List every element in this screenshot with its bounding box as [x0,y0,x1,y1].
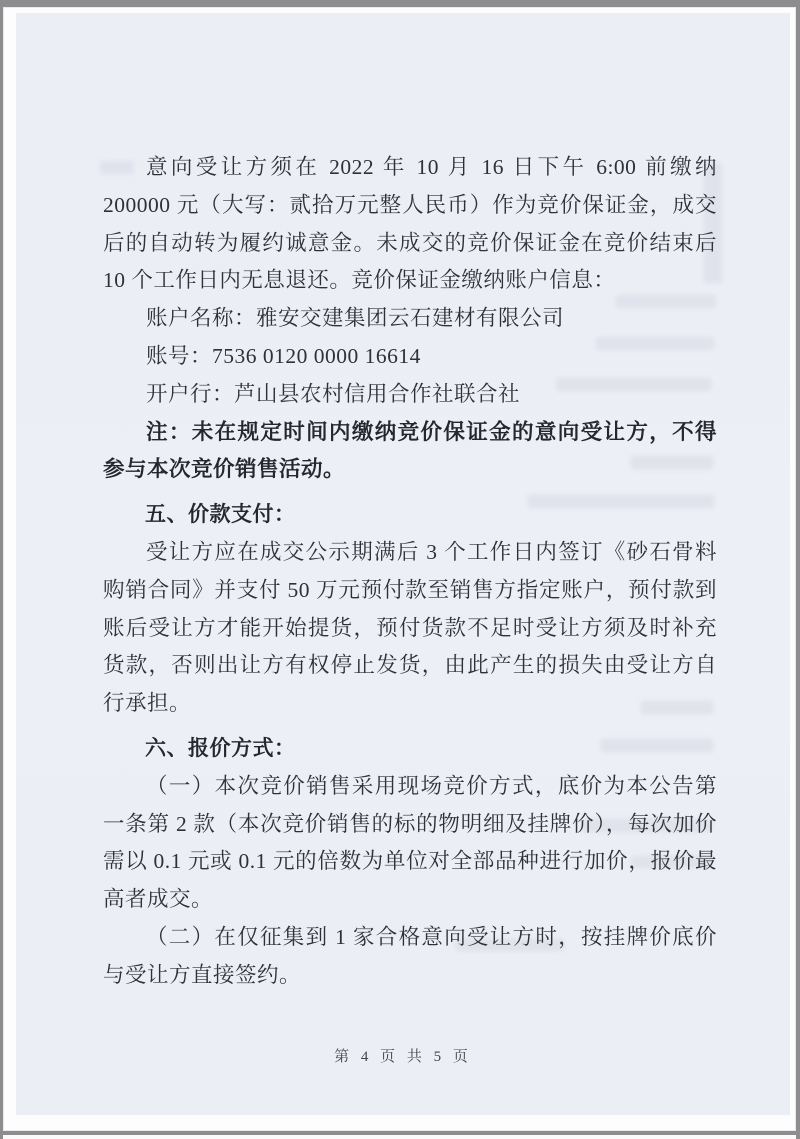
heading-section-6-bidding: 六、报价方式： [145,736,296,760]
scanned-paper [16,13,790,1115]
para-note-warning: 注：未在规定时间内缴纳竞价保证金的意向受让方，不得参与本次竞价销售活动。 [103,419,717,482]
para-bidding-method-1: （一）本次竞价销售采用现场竞价方式，底价为本公告第一条第 2 款（本次竞价销售的标的物明细及挂牌价），每次加价需以 0.1 元或 0.1 元的倍数为单位对全部品种进行加价，报价最高者成交。 [103,773,717,912]
line-bank-name: 开户行：芦山县农村信用合作社联合社 [146,381,521,406]
next-page-edge [3,1135,796,1139]
para-payment-terms: 受让方应在成交公示期满后 3 个工作日内签订《砂石骨料购销合同》并支付 50 万元预付款至销售方指定账户，预付款到账后受让方才能开始提货，预付货款不足时受让方须及时补充货款，否则出让方有权停止发货，由此产生的损失由受让方自行承担。 [103,539,717,716]
document-page [3,7,796,1131]
line-account-name: 账户名称：雅安交建集团云石建材有限公司 [146,306,565,331]
document-content [103,149,717,995]
para-bidding-method-2: （二）在仅征集到 1 家合格意向受让方时，按挂牌价底价与受让方直接签约。 [103,924,717,987]
line-account-number: 账号：7536 0120 0000 16614 [146,343,421,368]
page-number-footer: 第 4 页 共 5 页 [334,1049,472,1065]
heading-section-5-payment: 五、价款支付： [145,503,296,527]
para-deposit-terms: 意向受让方须在 2022 年 10 月 16 日下午 6:00 前缴纳 200000 元（大写：贰拾万元整人民币）作为竞价保证金，成交后的自动转为履约诚意金。未成交的竞价保证金在竞价结束后 10 个工作日内无息退还。竞价保证金缴纳账户信息： [103,155,717,293]
